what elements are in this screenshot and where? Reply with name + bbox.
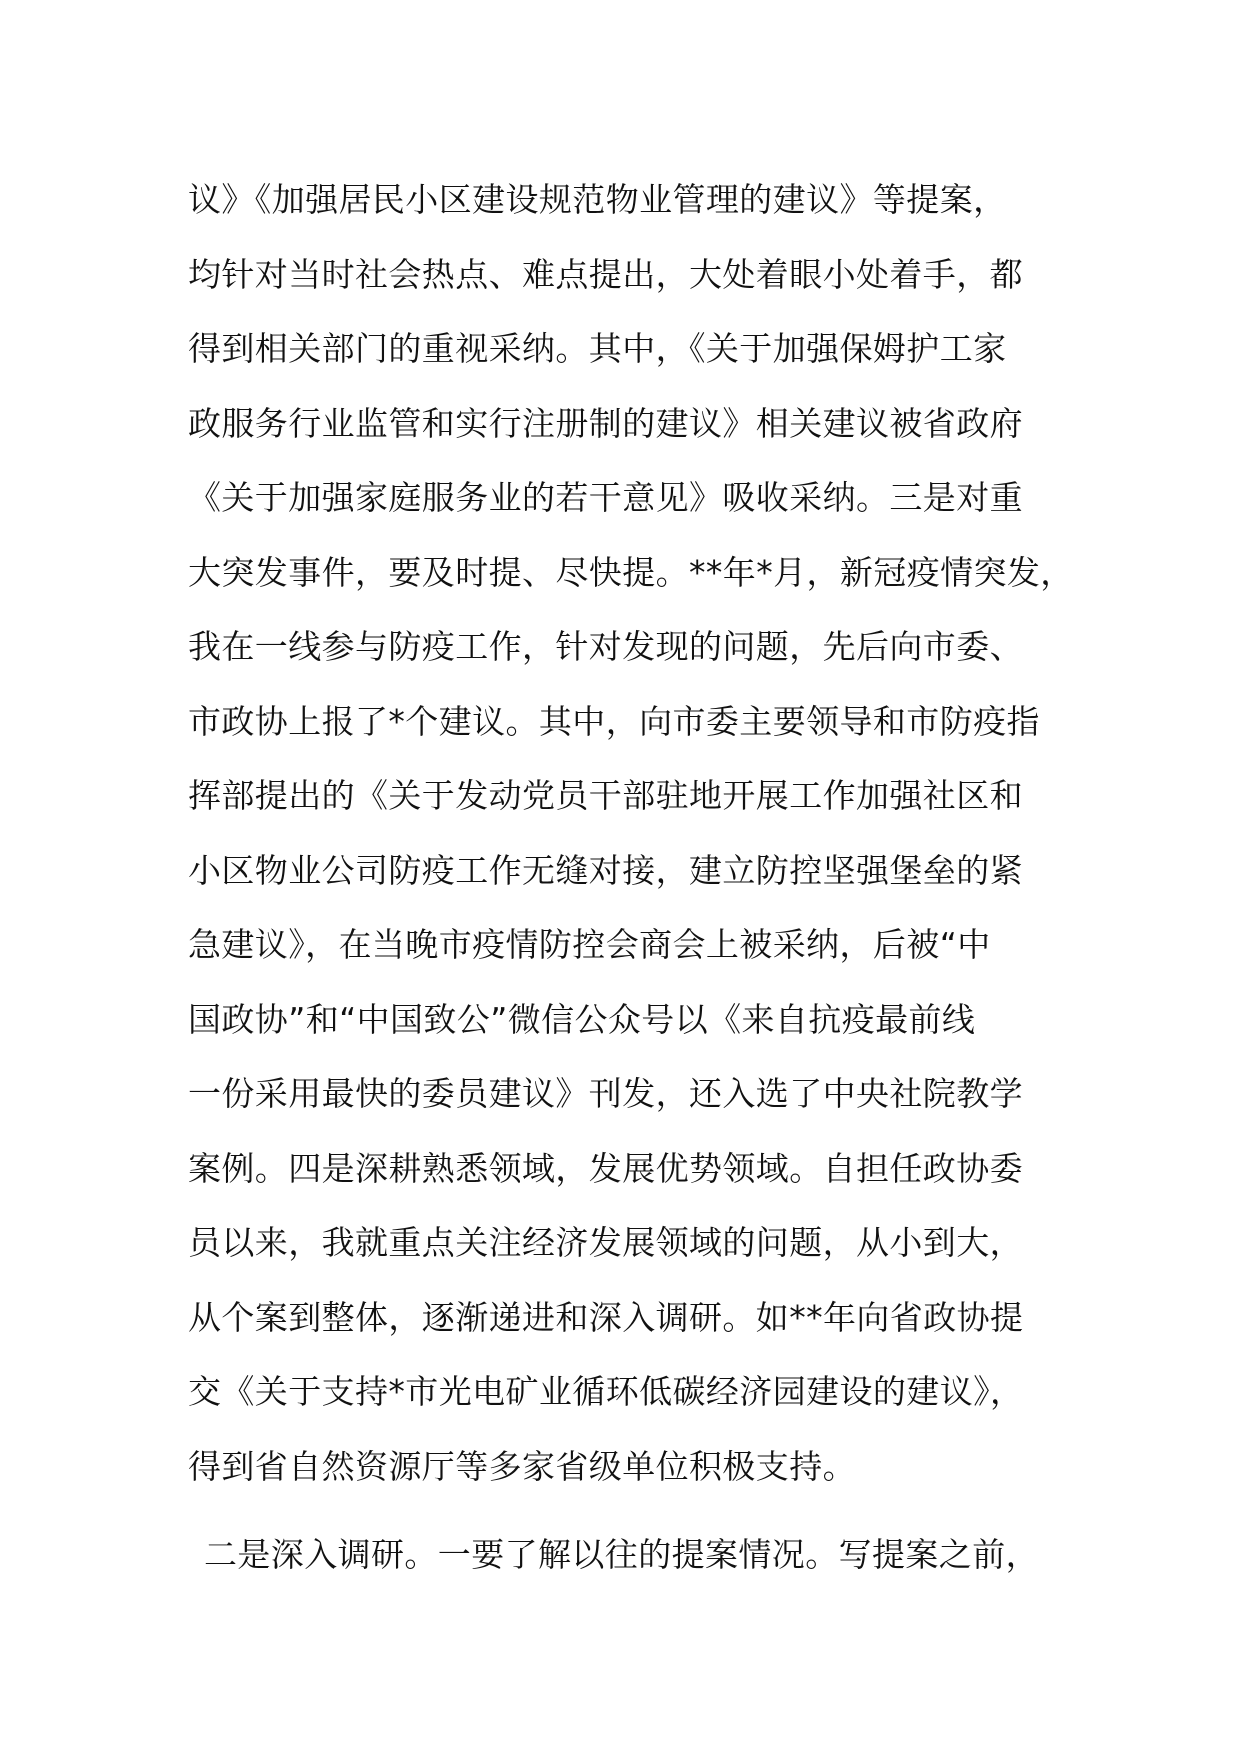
paragraph-2 [188,1527,1088,1602]
text-line: 议》《加强居民小区建设规范物业管理的建议》等提案， [188,180,1007,219]
body-text [188,172,1088,1602]
paragraph-1 [188,172,1088,1513]
text-line: 得到省自然资源厅等多家省级单位积极支持。 [188,1446,856,1486]
text-line: 市政协上报了*个建议。其中，向市委主要领导和市防疫指 [188,701,1040,741]
text-line: 员以来，我就重点关注经济发展领域的问题，从小到大， [188,1223,1023,1262]
text-line: 案例。四是深耕熟悉领域，发展优势领域。自担任政协委 [188,1148,1023,1188]
text-line: 一份采用最快的委员建议》刊发，还入选了中央社院教学 [188,1074,1023,1113]
text-line: 挥部提出的《关于发动党员干部驻地开展工作加强社区和 [188,776,1023,815]
text-line: 交《关于支持*市光电矿业循环低碳经济园建设的建议》， [188,1372,1024,1411]
text-line: 急建议》，在当晚市疫情防控会商会上被采纳，后被“中 [188,925,991,964]
text-line: 《关于加强家庭服务业的若干意见》吸收采纳。三是对重 [188,478,1023,517]
text-line: 国政协”和“中国致公”微信公众号以《来自抗疫最前线 [188,999,976,1039]
text-line: 二是深入调研。一要了解以往的提案情况。写提案之前， [204,1535,1039,1574]
text-line: 小区物业公司防疫工作无缝对接，建立防控坚强堡垒的紧 [188,850,1023,890]
text-line: 得到相关部门的重视采纳。其中，《关于加强保姆护工家 [188,329,1007,368]
text-line: 大突发事件，要及时提、尽快提。**年*月，新冠疫情突发， [188,552,1074,592]
text-line: 均针对当时社会热点、难点提出，大处着眼小处着手，都 [188,254,1023,294]
text-line: 我在一线参与防疫工作，针对发现的问题，先后向市委、 [188,627,1023,666]
paragraph-spacer [188,1513,1088,1527]
text-line: 政服务行业监管和实行注册制的建议》相关建议被省政府 [188,403,1023,443]
text-line: 从个案到整体，逐渐递进和深入调研。如**年向省政协提 [188,1297,1024,1337]
